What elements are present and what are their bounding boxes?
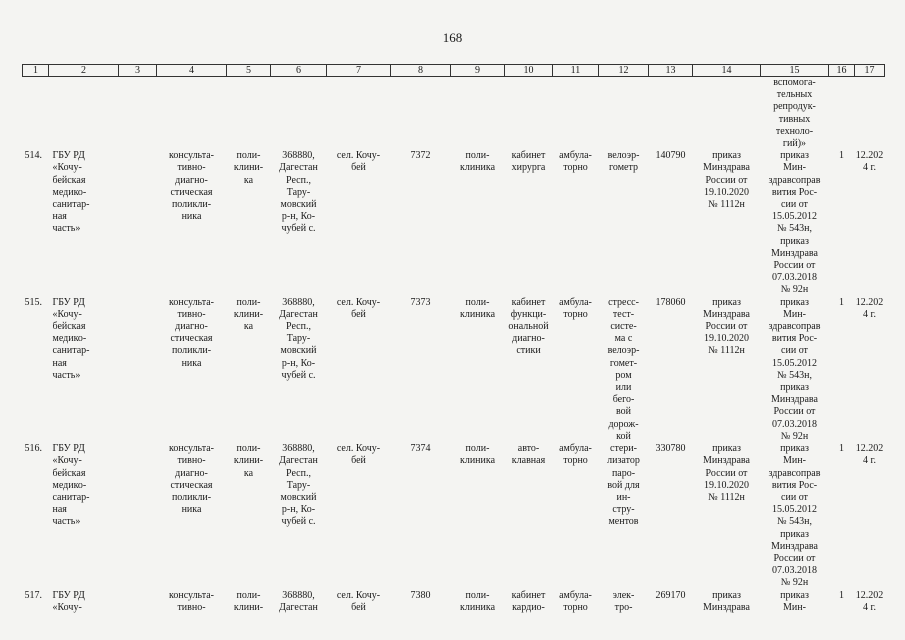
basis: приказ Мин-: [780, 589, 809, 613]
order: приказ Минздрава России от 19.10.2020 № 1112н: [703, 150, 750, 211]
locality: сел. Кочу- бей: [336, 589, 381, 613]
date: 12.2024 г.: [855, 296, 884, 320]
col-header-6: 6: [271, 65, 327, 77]
locality: сел. Кочу- бей: [336, 150, 381, 174]
header-row: [23, 65, 885, 77]
date: 12.2024 г.: [855, 150, 884, 174]
basis: приказ Мин- здравсоправ вития Рос- сии от 15.05.2012 № 543н, приказ Минздрава России от 07.03.2018 № 92н: [768, 296, 821, 442]
table-row: [23, 297, 885, 443]
facility-type: консульта- тивно- диагно- стическая поликли- ника: [169, 150, 214, 223]
date: 12.2024 г.: [855, 443, 884, 467]
col-header-12: 12: [599, 65, 649, 77]
address: 368880, Дагестан Респ., Тару- мовский р-н, Ко- чубей с.: [279, 296, 318, 381]
address: 368880, Дагестан: [279, 589, 318, 613]
quantity: 1: [839, 150, 844, 162]
mode: амбула- торно: [559, 150, 592, 174]
col-header-5: 5: [227, 65, 271, 77]
col-header-2: 2: [49, 65, 119, 77]
continuation-row: [23, 77, 885, 151]
table-row: [23, 443, 885, 589]
col-header-9: 9: [451, 65, 505, 77]
locality: сел. Кочу- бей: [336, 443, 381, 467]
col-header-11: 11: [553, 65, 599, 77]
col3: [119, 297, 157, 443]
col-header-17: 17: [855, 65, 885, 77]
facility-type: консульта- тивно- диагно- стическая поликли- ника: [169, 443, 214, 516]
continuation-cell: вспомога- тельных репродук- тивных техноло- гий)»: [773, 77, 816, 150]
facility-kind: поли- клини- ка: [233, 150, 264, 186]
col3: [119, 590, 157, 620]
mode: амбула- торно: [559, 296, 592, 320]
col-header-4: 4: [157, 65, 227, 77]
room: кабинет функци- ональной диагно- стики: [508, 296, 549, 357]
row-number: 516.: [24, 443, 42, 455]
col-header-10: 10: [505, 65, 553, 77]
basis: приказ Мин- здравсоправ вития Рос- сии от 15.05.2012 № 543н, приказ Минздрава России от 07.03.2018 № 92н: [768, 150, 821, 296]
room: кабинет кардио-: [511, 589, 546, 613]
basis: приказ Мин- здравсоправ вития Рос- сии от 15.05.2012 № 543н, приказ Минздрава России от 07.03.2018 № 92н: [768, 443, 821, 589]
mode: амбула- торно: [559, 589, 592, 613]
row-number: 514.: [24, 150, 42, 162]
row-number: 515.: [24, 296, 42, 308]
table-row: [23, 590, 885, 620]
col-header-15: 15: [761, 65, 829, 77]
room: кабинет хирурга: [511, 150, 546, 174]
price: 330780: [655, 443, 686, 455]
price: 140790: [655, 150, 686, 162]
organization: ГБУ РД «Кочу-: [52, 589, 85, 613]
locality: сел. Кочу- бей: [336, 296, 381, 320]
address: 368880, Дагестан Респ., Тару- мовский р-н, Ко- чубей с.: [279, 150, 318, 235]
quantity: 1: [839, 443, 844, 455]
col-header-13: 13: [649, 65, 693, 77]
code: 7372: [410, 150, 431, 162]
col-header-8: 8: [391, 65, 451, 77]
row-number: 517.: [24, 589, 42, 601]
quantity: 1: [839, 589, 844, 601]
unit: поли- клиника: [459, 150, 496, 174]
address: 368880, Дагестан Респ., Тару- мовский р-н, Ко- чубей с.: [279, 443, 318, 528]
col-header-16: 16: [829, 65, 855, 77]
col3: [119, 150, 157, 296]
price: 269170: [655, 589, 686, 601]
mode: амбула- торно: [559, 443, 592, 467]
date: 12.2024 г.: [855, 589, 884, 613]
unit: поли- клиника: [459, 589, 496, 613]
table-row: [23, 150, 885, 296]
equipment: элек- тро-: [612, 589, 635, 613]
facility-kind: поли- клини- ка: [233, 443, 264, 479]
order: приказ Минздрава: [703, 589, 750, 613]
col-header-3: 3: [119, 65, 157, 77]
quantity: 1: [839, 296, 844, 308]
price: 178060: [655, 296, 686, 308]
code: 7380: [410, 589, 431, 601]
col-header-7: 7: [327, 65, 391, 77]
unit: поли- клиника: [459, 296, 496, 320]
code: 7374: [410, 443, 431, 455]
facility-type: консульта- тивно-: [169, 589, 214, 613]
equipment-table: [22, 64, 885, 620]
col-header-14: 14: [693, 65, 761, 77]
facility-kind: поли- клини-: [233, 589, 264, 613]
facility-type: консульта- тивно- диагно- стическая поликли- ника: [169, 296, 214, 369]
organization: ГБУ РД «Кочу- бейская медико- санитар- ная часть»: [52, 296, 90, 381]
facility-kind: поли- клини- ка: [233, 296, 264, 333]
equipment: стери- лизатор паро- вой для ин- стру- ментов: [607, 443, 640, 528]
code: 7373: [410, 296, 431, 308]
col-header-1: 1: [23, 65, 49, 77]
equipment: велоэр- гометр: [607, 150, 640, 174]
order: приказ Минздрава России от 19.10.2020 № 1112н: [703, 443, 750, 503]
unit: поли- клиника: [459, 443, 496, 467]
order: приказ Минздрава России от 19.10.2020 № 1112н: [703, 296, 750, 357]
organization: ГБУ РД «Кочу- бейская медико- санитар- ная часть»: [52, 443, 90, 528]
organization: ГБУ РД «Кочу- бейская медико- санитар- ная часть»: [52, 150, 90, 235]
page-number: 168: [442, 30, 463, 45]
room: авто- клавная: [511, 443, 546, 467]
equipment: стресс- тест- систе- ма с велоэр- гомет- ром или бего- вой дорож- кой: [607, 296, 640, 442]
col3: [119, 443, 157, 589]
